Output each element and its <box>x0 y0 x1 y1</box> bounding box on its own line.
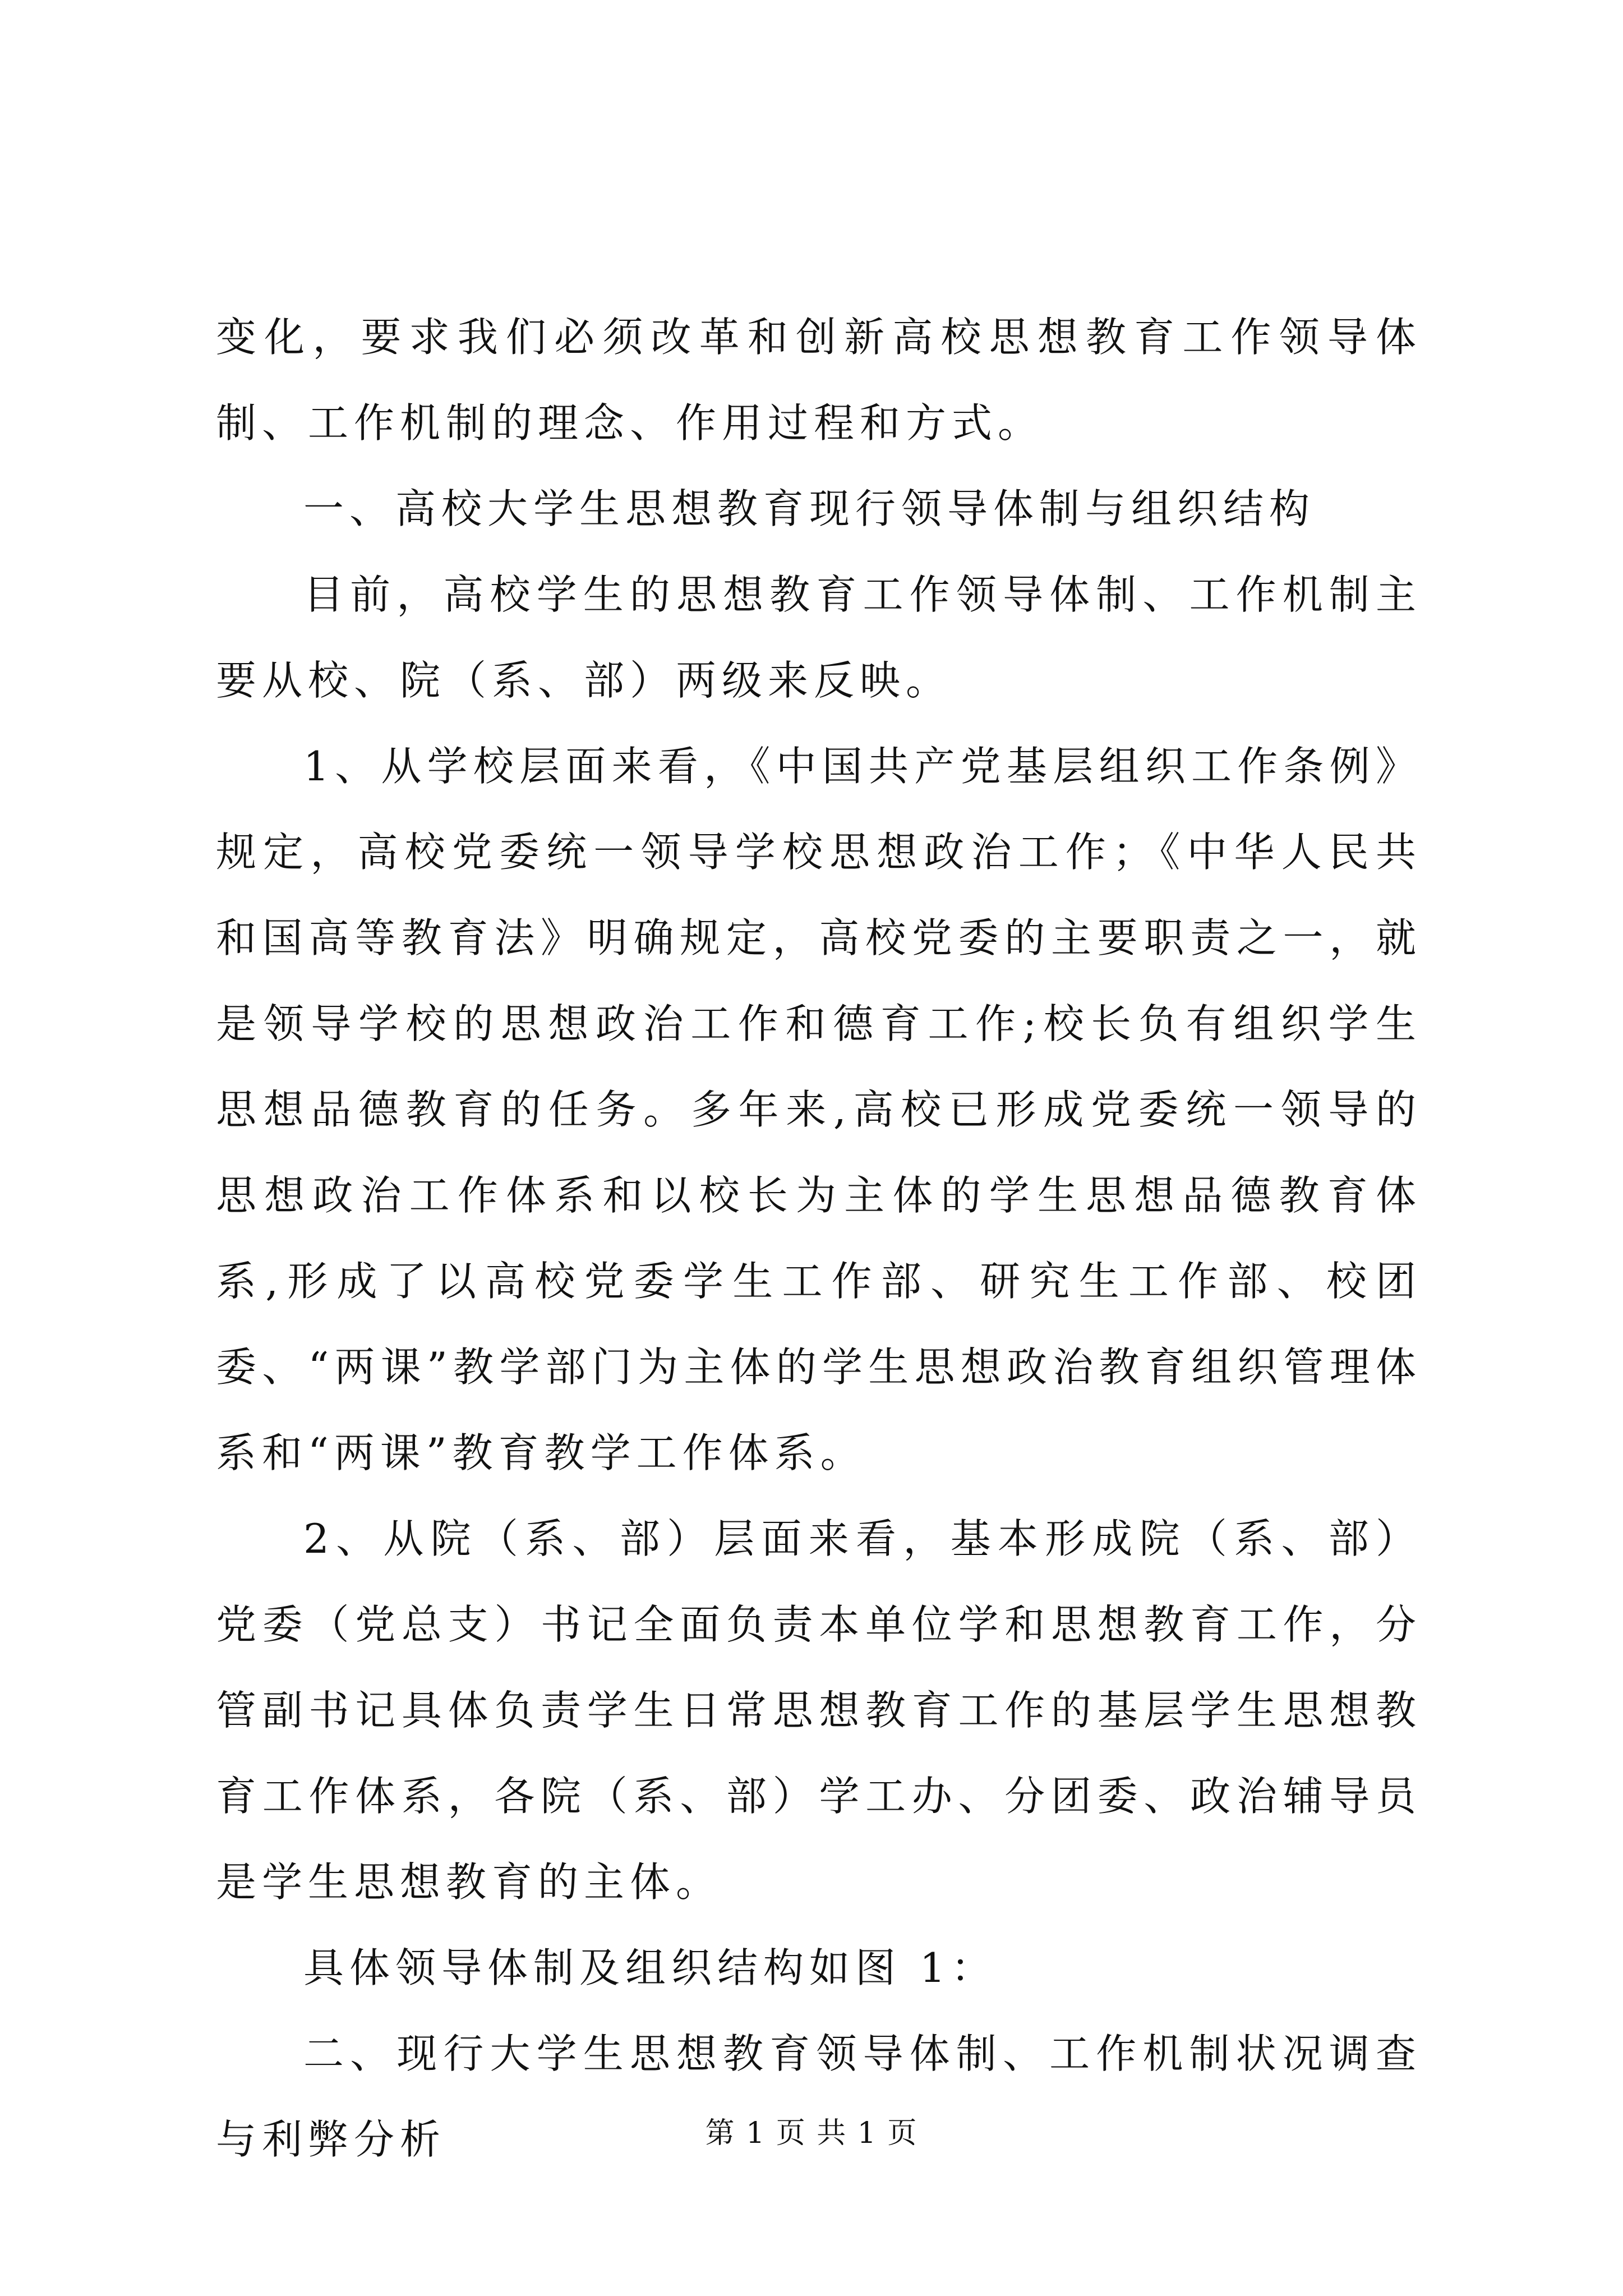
paragraph-figure-reference: 具体领导体制及组织结构如图 1： <box>303 1944 997 1991</box>
section-heading-1: 一、高校大学生思想教育现行领导体制与组织结构 <box>303 485 1316 532</box>
document-body <box>216 295 1422 2183</box>
section-heading-2: 二、现行大学生思想教育领导体制、工作机制状况调查与利弊分析 <box>216 2030 1422 2163</box>
page-footer: 第 1 页 共 1 页 <box>705 2116 918 2150</box>
paragraph-current-status: 目前，高校学生的思想教育工作领导体制、工作机制主要从校、院（系、部）两级来反映。 <box>216 571 1422 704</box>
paragraph-intro: 变化，要求我们必须改革和创新高校思想教育工作领导体制、工作机制的理念、作用过程和方式。 <box>216 314 1422 447</box>
paragraph-school-level: 1、从学校层面来看，《中国共产党基层组织工作条例》规定，高校党委统一领导学校思想政治工作；《中华人民共和国高等教育法》明确规定，高校党委的主要职责之一，就是领导学校的思想政治工作和德育工作;校长负有组织学生思想品德教育的任务。多年来,高校已形成党委统一领导的思想政治工作体系和以校长为主体的学生思想品德教育体系,形成了以高校党委学生工作部、研究生工作部、校团委、“两课”教学部门为主体的学生思想政治教育组织管理体系和“两课”教育教学工作体系。 <box>216 743 1422 1476</box>
paragraph-college-level: 2、从院（系、部）层面来看，基本形成院（系、部）党委（党总支）书记全面负责本单位学和思想教育工作，分管副书记具体负责学生日常思想教育工作的基层学生思想教育工作体系，各院（系、部）学工办、分团委、政治辅导员是学生思想教育的主体。 <box>216 1515 1422 1906</box>
